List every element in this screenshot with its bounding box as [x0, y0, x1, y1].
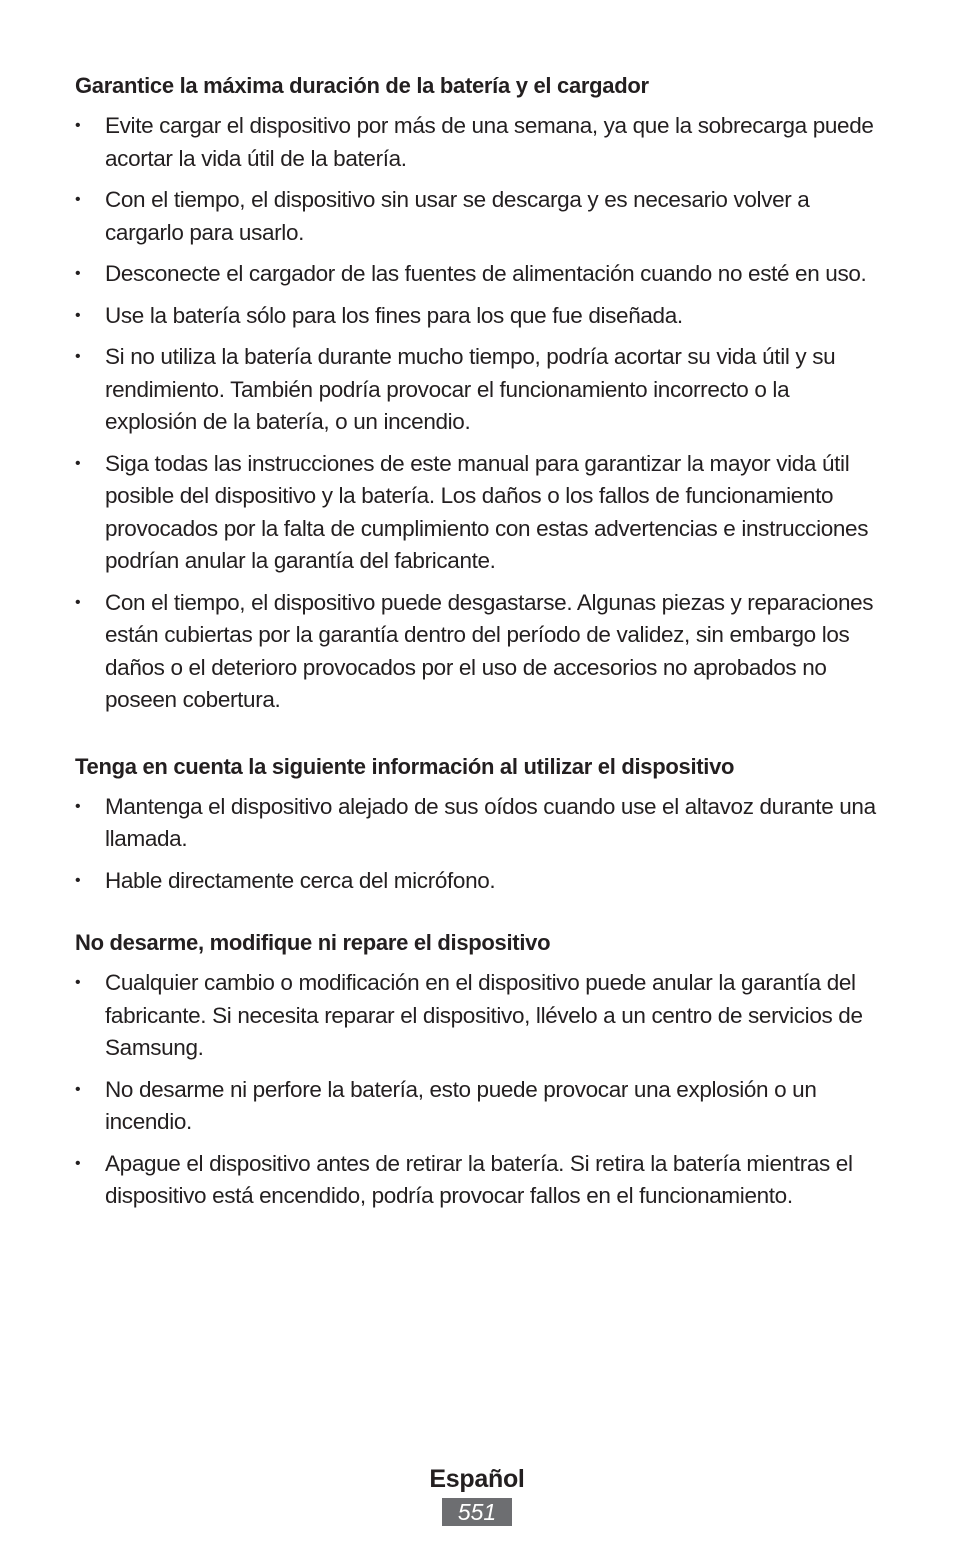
bullet-icon: • [75, 593, 81, 611]
bullet-icon: • [75, 797, 81, 815]
section-battery-charger [75, 70, 885, 717]
footer-language: Español [429, 1465, 525, 1493]
list-item-text: Desconecte el cargador de las fuentes de alimentación cuando no esté en uso. [105, 261, 867, 286]
list-item-text: Si no utiliza la batería durante mucho tiempo, podría acortar su vida útil y su rendimiento. También podría provocar el funcionamiento incorrecto o la explosión de la batería, o un incendio. [105, 344, 836, 434]
page-number-badge: 551 [442, 1498, 512, 1526]
section-heading: No desarme, modifique ni repare el dispositivo [75, 930, 551, 955]
list-item [75, 865, 885, 898]
list-item-text: Con el tiempo, el dispositivo sin usar se descarga y es necesario volver a cargarlo para usarlo. [105, 187, 810, 245]
list-item [75, 184, 885, 249]
bullet-icon: • [75, 265, 81, 282]
list-item [75, 448, 885, 578]
bullet-icon: • [75, 1154, 81, 1172]
list-item [75, 1074, 885, 1139]
section-no-disassemble [75, 927, 885, 1213]
bullet-icon: • [75, 306, 81, 324]
page-footer [0, 1462, 954, 1526]
list-item-text: Mantenga el dispositivo alejado de sus oídos cuando use el altavoz durante una llamada. [105, 793, 876, 851]
list-item [75, 1148, 885, 1213]
list-item [75, 967, 885, 1065]
bullet-icon: • [75, 871, 81, 889]
section-usage-info [75, 751, 885, 898]
bullet-icon: • [75, 974, 81, 991]
bullet-list [75, 967, 885, 1213]
bullet-icon: • [75, 117, 81, 134]
bullet-icon: • [75, 454, 81, 472]
list-item [75, 791, 885, 856]
bullet-icon: • [75, 1080, 81, 1098]
bullet-icon: • [75, 348, 81, 365]
section-heading: Tenga en cuenta la siguiente información al utilizar el dispositivo [75, 753, 735, 779]
bullet-list [75, 791, 885, 898]
list-item-text: Apague el dispositivo antes de retirar la batería. Si retira la batería mientras el dispositivo está encendido, podría provocar fallos en el funcionamiento. [105, 1150, 853, 1208]
list-item-text: Hable directamente cerca del micrófono. [105, 867, 496, 893]
list-item-text: Use la batería sólo para los fines para los que fue diseñada. [105, 302, 683, 328]
bullet-list [75, 110, 885, 717]
list-item [75, 110, 885, 175]
list-item [75, 587, 885, 717]
list-item-text: Siga todas las instrucciones de este manual para garantizar la mayor vida útil posible del dispositivo y la batería. Los daños o los fallos de funcionamiento provocados por la falta de cumplimiento con estas advertencias e instrucciones podrían anular la garantía del fabricante. [105, 450, 869, 573]
list-item [75, 258, 885, 291]
list-item-text: Cualquier cambio o modificación en el dispositivo puede anular la garantía del fabricante. Si necesita reparar el dispositivo, llévelo a un centro de servicios de Samsung. [105, 970, 863, 1060]
document-body [75, 70, 885, 1241]
list-item-text: Con el tiempo, el dispositivo puede desgastarse. Algunas piezas y reparaciones están cubiertas por la garantía dentro del período de validez, sin embargo los daños o el deterioro provocados por el uso de accesorios no aprobados no poseen cobertura. [105, 589, 874, 712]
bullet-icon: • [75, 191, 81, 208]
list-item [75, 300, 885, 333]
list-item-text: Evite cargar el dispositivo por más de una semana, ya que la sobrecarga puede acortar la vida útil de la batería. [105, 113, 874, 171]
section-heading: Garantice la máxima duración de la batería y el cargador [75, 73, 649, 98]
list-item-text: No desarme ni perfore la batería, esto puede provocar una explosión o un incendio. [105, 1076, 817, 1134]
list-item [75, 341, 885, 439]
